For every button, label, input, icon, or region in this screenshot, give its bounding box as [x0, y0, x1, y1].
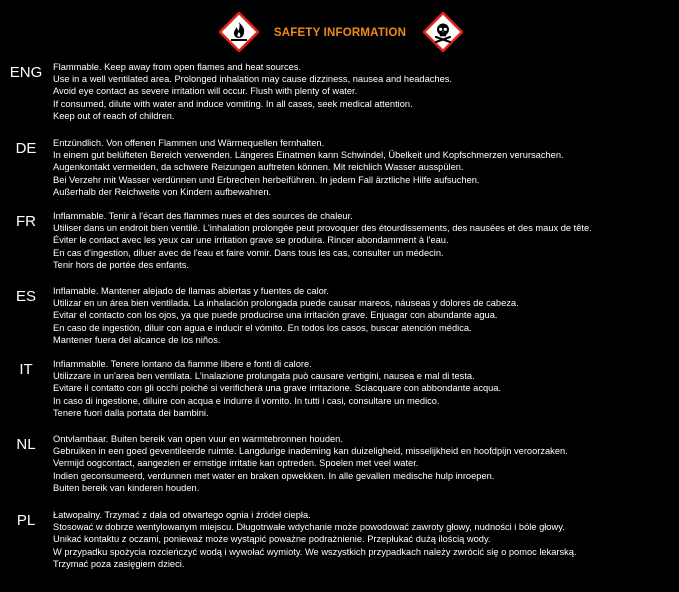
- instruction-line: Stosować w dobrze wentylowanym miejscu. Długotrwałe wdychanie może powodować zawroty głowy, nudności i bóle głowy.: [53, 522, 565, 533]
- instruction-line: Indien geconsumeerd, verdunnen met water en braken opwekken. In alle gevallen medische hulp inroepen.: [53, 470, 495, 481]
- instruction-line: Utilizar en un área bien ventilada. La inhalación prolongada puede causar mareos, náuseas y dolores de cabeza.: [53, 298, 519, 309]
- safety-title: SAFETY INFORMATION: [273, 27, 407, 39]
- language-code: FR: [16, 213, 36, 230]
- language-code: PL: [16, 512, 36, 529]
- instruction-line: Tenere fuori dalla portata dei bambini.: [53, 407, 209, 418]
- language-code: ENG: [9, 64, 43, 81]
- instruction-line: In caso di ingestione, diluire con acqua e indurre il vomito. In tutti i casi, consultare un medico.: [53, 395, 440, 406]
- instruction-line: Evitar el contacto con los ojos, ya que puede producirse una irritación grave. Enjuagar con abundante agua.: [53, 310, 498, 321]
- instruction-line: Entzündlich. Von offenen Flammen und Wärmequellen fernhalten.: [53, 138, 325, 148]
- instruction-line: Bei Verzehr mit Wasser verdünnen und Erbrechen herbeiführen. In jedem Fall ärztliche Hilfe aufsuchen.: [53, 174, 480, 185]
- instruction-line: Tenir hors de portée des enfants.: [53, 259, 189, 270]
- instruction-line: Łatwopalny. Trzymać z dala od otwartego ognia i źródeł ciepła.: [53, 510, 311, 520]
- instruction-line: En cas d'ingestion, diluer avec de l'eau et faire vomir. Dans tous les cas, consulter un médecin.: [53, 247, 444, 258]
- instruction-line: W przypadku spożycia rozcieńczyć wodą i wywołać wymioty. We wszystkich przypadkach należy zwrócić się o pomoc lekarską.: [53, 546, 577, 557]
- instruction-line: Utiliser dans un endroit bien ventilé. L'inhalation prolongée peut provoquer des étourdissements, des nausées et des maux de tête.: [53, 223, 592, 234]
- instruction-line: Augenkontakt vermeiden, da schwere Reizungen auftreten können. Mit reichlich Wasser ausspülen.: [53, 162, 464, 173]
- instruction-line: Unikać kontaktu z oczami, ponieważ może wystąpić poważne podrażnienie. Przepłukać dużą ilością wody.: [53, 534, 491, 545]
- instruction-line: Infiammabile. Tenere lontano da fiamme libere e fonti di calore.: [53, 359, 312, 369]
- language-code: ES: [15, 288, 36, 305]
- instruction-line: If consumed, dilute with water and induce vomiting. In all cases, seek medical attention.: [53, 98, 413, 109]
- instruction-line: Inflammable. Tenir à l'écart des flammes nues et des sources de chaleur.: [53, 211, 353, 221]
- flame-hazard-icon: [219, 12, 259, 52]
- instruction-line: Use in a well ventilated area. Prolonged inhalation may cause dizziness, nausea and headaches.: [53, 74, 452, 85]
- instruction-line: In einem gut belüfteten Bereich verwenden. Längeres Einatmen kann Schwindel, Übelkeit und Kopfschmerzen verursachen.: [53, 150, 564, 161]
- language-code: DE: [15, 140, 37, 157]
- instruction-line: Flammable. Keep away from open flames and heat sources.: [53, 62, 302, 72]
- instruction-line: Éviter le contact avec les yeux car une irritation grave se produira. Rincer abondamment à l'eau.: [53, 235, 449, 246]
- instruction-line: Evitare il contatto con gli occhi poiché si verificherà una grave irritazione. Sciacquare con abbondante acqua.: [53, 383, 502, 394]
- instruction-line: Ontvlambaar. Buiten bereik van open vuur en warmtebronnen houden.: [53, 434, 343, 444]
- instruction-line: Gebruiken in een goed geventileerde ruimte. Langdurige inademing kan duizeligheid, misselijkheid en hoofdpijn veroorzaken.: [53, 446, 568, 457]
- instruction-line: Vermijd oogcontact, aangezien er ernstige irritatie kan optreden. Spoelen met veel water.: [53, 458, 419, 469]
- safety-header: [0, 12, 679, 56]
- instruction-line: Mantener fuera del alcance de los niños.: [53, 334, 221, 345]
- skull-crossbones-hazard-icon: [423, 12, 463, 52]
- language-code: NL: [16, 436, 36, 453]
- instruction-line: Keep out of reach of children.: [53, 110, 175, 121]
- language-code: IT: [19, 361, 33, 378]
- instruction-line: Trzymać poza zasięgiem dzieci.: [53, 558, 185, 569]
- instruction-line: Buiten bereik van kinderen houden.: [53, 482, 200, 493]
- instruction-line: En caso de ingestión, diluir con agua e inducir el vómito. En todos los casos, buscar atención médica.: [53, 322, 472, 333]
- instruction-line: Inflamable. Mantener alejado de llamas abiertas y fuentes de calor.: [53, 286, 329, 296]
- instruction-line: Außerhalb der Reichweite von Kindern aufbewahren.: [53, 186, 272, 197]
- instruction-line: Utilizzare in un'area ben ventilata. L'inalazione prolungata può causare vertigini, nausea e mal di testa.: [53, 371, 475, 382]
- instruction-line: Avoid eye contact as severe irritation will occur. Flush with plenty of water.: [53, 86, 358, 97]
